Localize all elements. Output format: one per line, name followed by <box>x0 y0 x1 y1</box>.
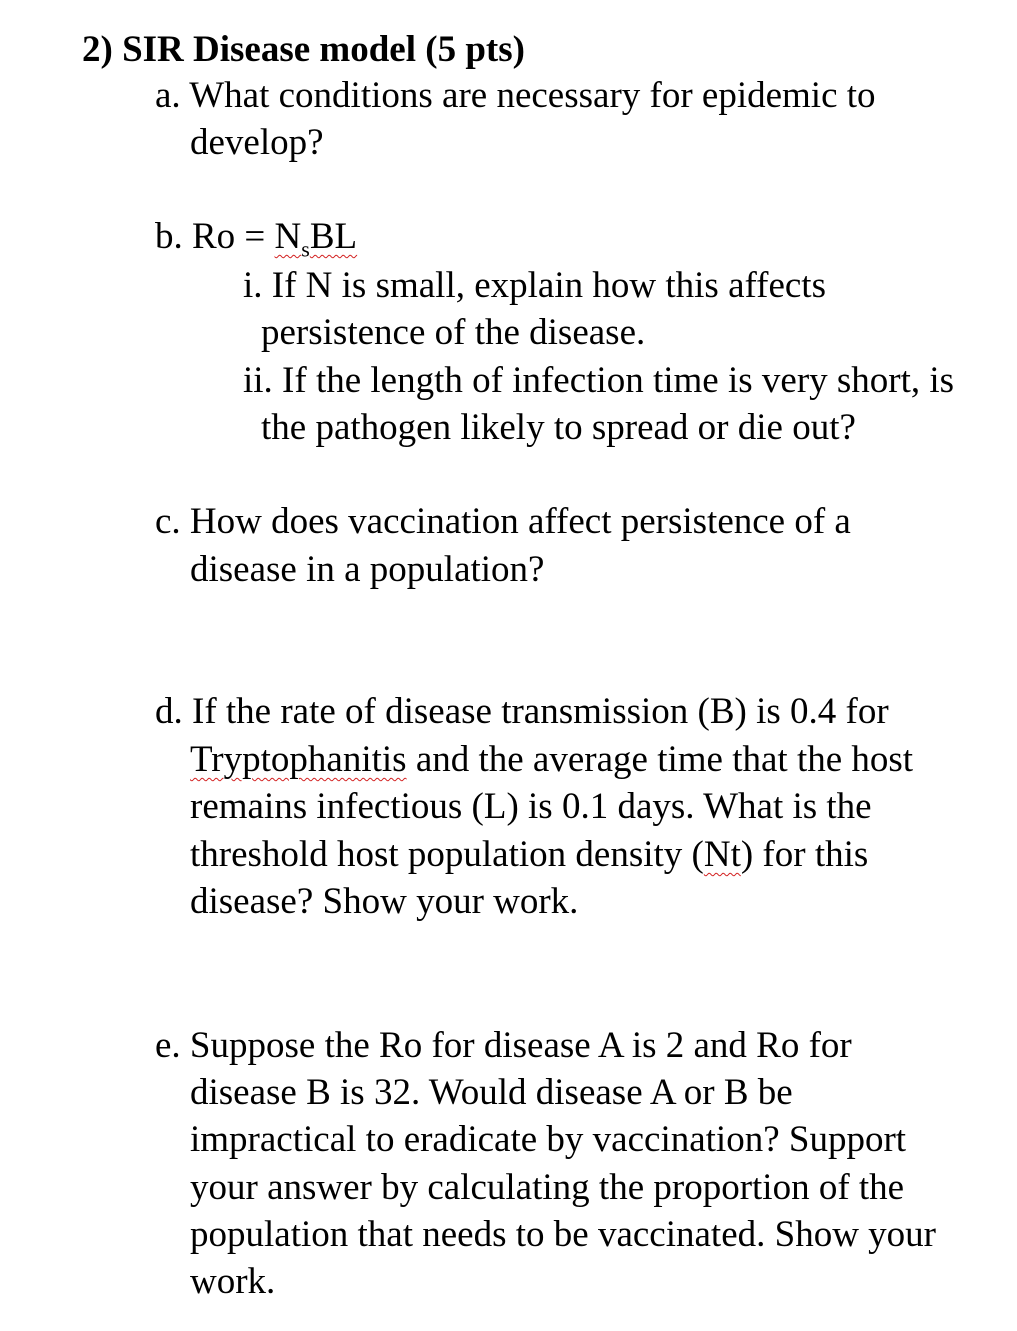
part-c-line-1: c. How does vaccination affect persistence of a <box>155 501 851 542</box>
ro-formula <box>274 216 358 262</box>
part-d-line-4-pre: threshold host population density ( <box>190 834 704 875</box>
part-d-line-5: disease? Show your work. <box>190 881 579 922</box>
part-d-line-2-rest: and the average time that the host <box>406 739 914 780</box>
part-b-prefix: b. Ro = <box>155 216 275 257</box>
part-d-line-4 <box>190 833 868 877</box>
part-a-line-2: develop? <box>190 122 324 163</box>
part-b-i-line-2: persistence of the disease. <box>261 312 646 353</box>
formula-subscript: s <box>301 236 310 262</box>
part-b-ii-line-1: ii. If the length of infection time is very short, is <box>243 360 955 401</box>
disease-name: Tryptophanitis <box>190 739 407 780</box>
part-d-line-1: d. If the rate of disease transmission (B) is 0.4 for <box>155 691 889 732</box>
question-title: 2) SIR Disease model (5 pts) <box>82 29 525 70</box>
formula-rest: BL <box>309 216 358 257</box>
part-d-line-3: remains infectious (L) is 0.1 days. What is the <box>190 786 872 827</box>
part-e-line-1: e. Suppose the Ro for disease A is 2 and Ro for <box>155 1025 852 1066</box>
threshold-symbol: Nt <box>703 834 741 875</box>
part-b-ii-line-2: the pathogen likely to spread or die out? <box>261 407 856 448</box>
part-b-formula <box>155 215 358 262</box>
part-e-line-6: work. <box>190 1261 276 1302</box>
part-d-line-2 <box>190 738 913 782</box>
part-b-i-line-1: i. If N is small, explain how this affects <box>243 265 826 306</box>
part-d-line-4-post: ) for this <box>740 834 869 875</box>
part-e-line-5: population that needs to be vaccinated. Show your <box>190 1214 936 1255</box>
part-e-line-4: your answer by calculating the proportion of the <box>190 1167 905 1208</box>
part-c-line-2: disease in a population? <box>190 549 545 590</box>
part-e-line-2: disease B is 32. Would disease A or B be <box>190 1072 793 1113</box>
part-a-line-1: a. What conditions are necessary for epidemic to <box>155 75 876 116</box>
part-e-line-3: impractical to eradicate by vaccination? Support <box>190 1119 907 1160</box>
formula-n: N <box>274 216 302 257</box>
